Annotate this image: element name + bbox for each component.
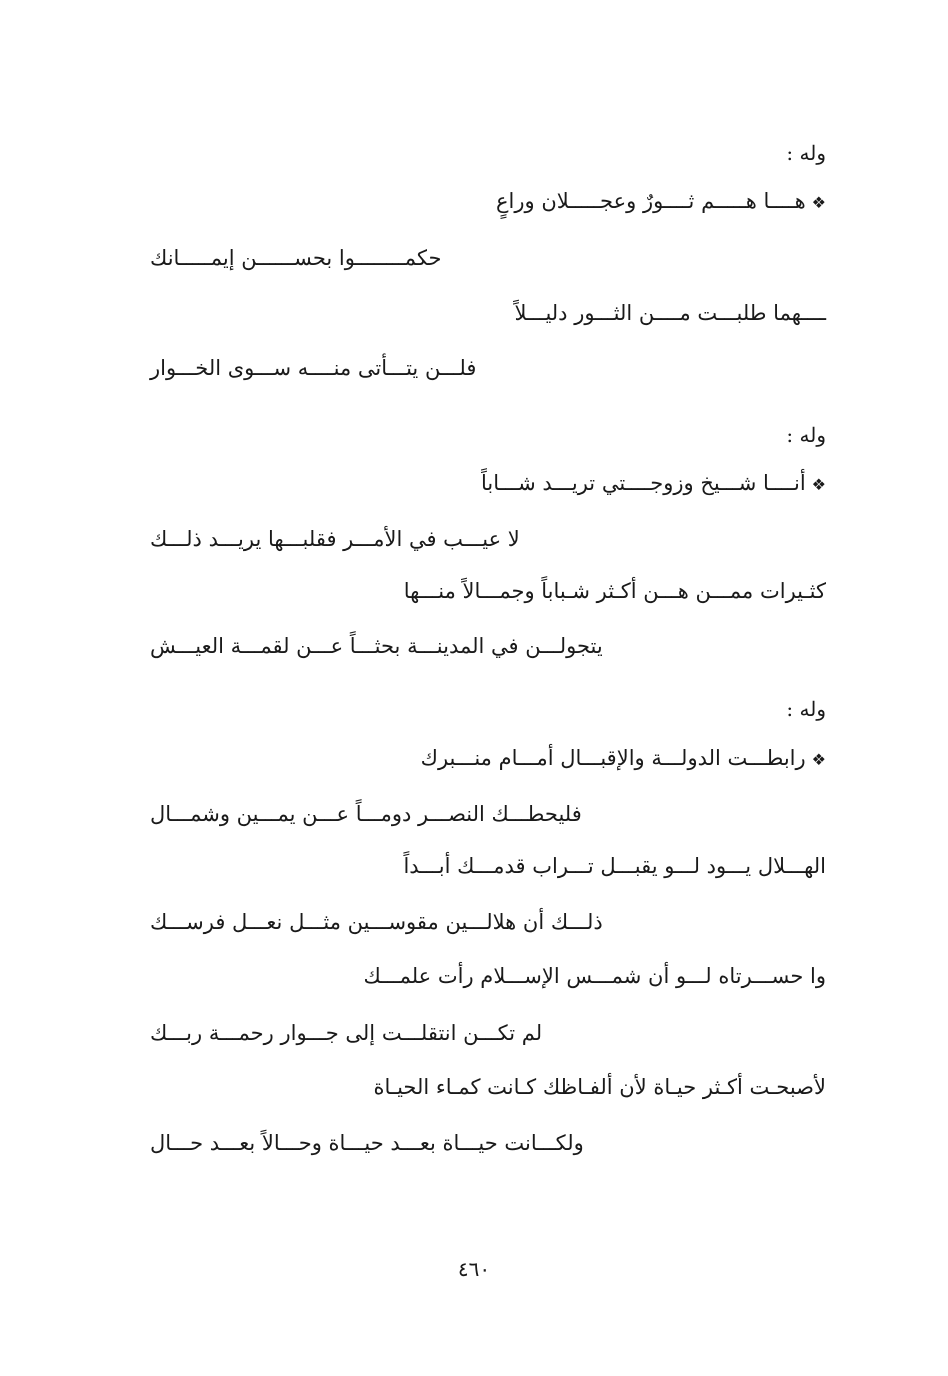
verse-text: هــــا هـــــم ثــــورٌ وعجـــــلان وراعٍ: [496, 189, 806, 213]
verse-line: ــــهما طلبـــت مــــن الثـــور دليـــلاً: [514, 301, 826, 325]
verse-line: [481, 468, 826, 498]
verse-line: لم تكـــن انتقلـــت إلى جـــوار رحمـــة ربـــك: [150, 1021, 543, 1045]
verse-line: الهـــلال يـــود لـــو يقبـــل تـــراب قدمـــك أبـــداً: [403, 854, 826, 878]
bullet-icon: ❖: [811, 193, 826, 212]
verse-line: لأصبحـت أكـثر حيـاة لأن ألفـاظك كـانت كمـاء الحيـاة: [373, 1075, 826, 1099]
verse-text: أنــــا شـــيخ وزوجــــتي تريـــد شـــاباً: [481, 471, 806, 495]
bullet-icon: ❖: [811, 750, 826, 769]
verse-line: فليحطـــك النصـــر دومـــاً عـــن يمـــين وشمـــال: [150, 802, 582, 826]
page-number: ٤٦٠: [457, 1257, 491, 1281]
section-intro: وله :: [786, 423, 826, 447]
verse-line: يتجولـــن في المدينـــة بحثـــاً عـــن لقمـــة العيـــش: [150, 634, 603, 658]
bullet-icon: ❖: [811, 475, 826, 494]
verse-text: رابطـــت الدولـــة والإقبـــال أمـــام منـــبرك: [420, 746, 806, 770]
verse-line: فلـــن يتـــأتى منــــه ســـوى الخـــوار: [150, 356, 477, 380]
verse-line: ذلـــك أن هلالـــين مقوســـين مثـــل نعـــل فرســـك: [150, 910, 603, 934]
verse-line: وا حســـرتاه لـــو أن شمـــس الإســـلام رأت علمـــك: [363, 964, 826, 988]
verse-line: [421, 743, 826, 773]
verse-line: كثـيرات ممـــن هـــن أكـثر شـباباً وجمـــالاً منـــها: [403, 579, 826, 603]
verse-line: حكمــــــــوا بحســــــن إيمـــــانك: [150, 246, 442, 270]
verse-line: ولكـــانت حيـــاة بعـــد حيـــاة وحـــالاً بعـــد حـــال: [150, 1131, 584, 1155]
section-intro: وله :: [786, 697, 826, 721]
section-intro: وله :: [786, 141, 826, 165]
verse-line: لا عيـــب في الأمـــر فقلبـــها يريـــد ذلـــك: [150, 527, 520, 551]
verse-line: [496, 186, 826, 216]
